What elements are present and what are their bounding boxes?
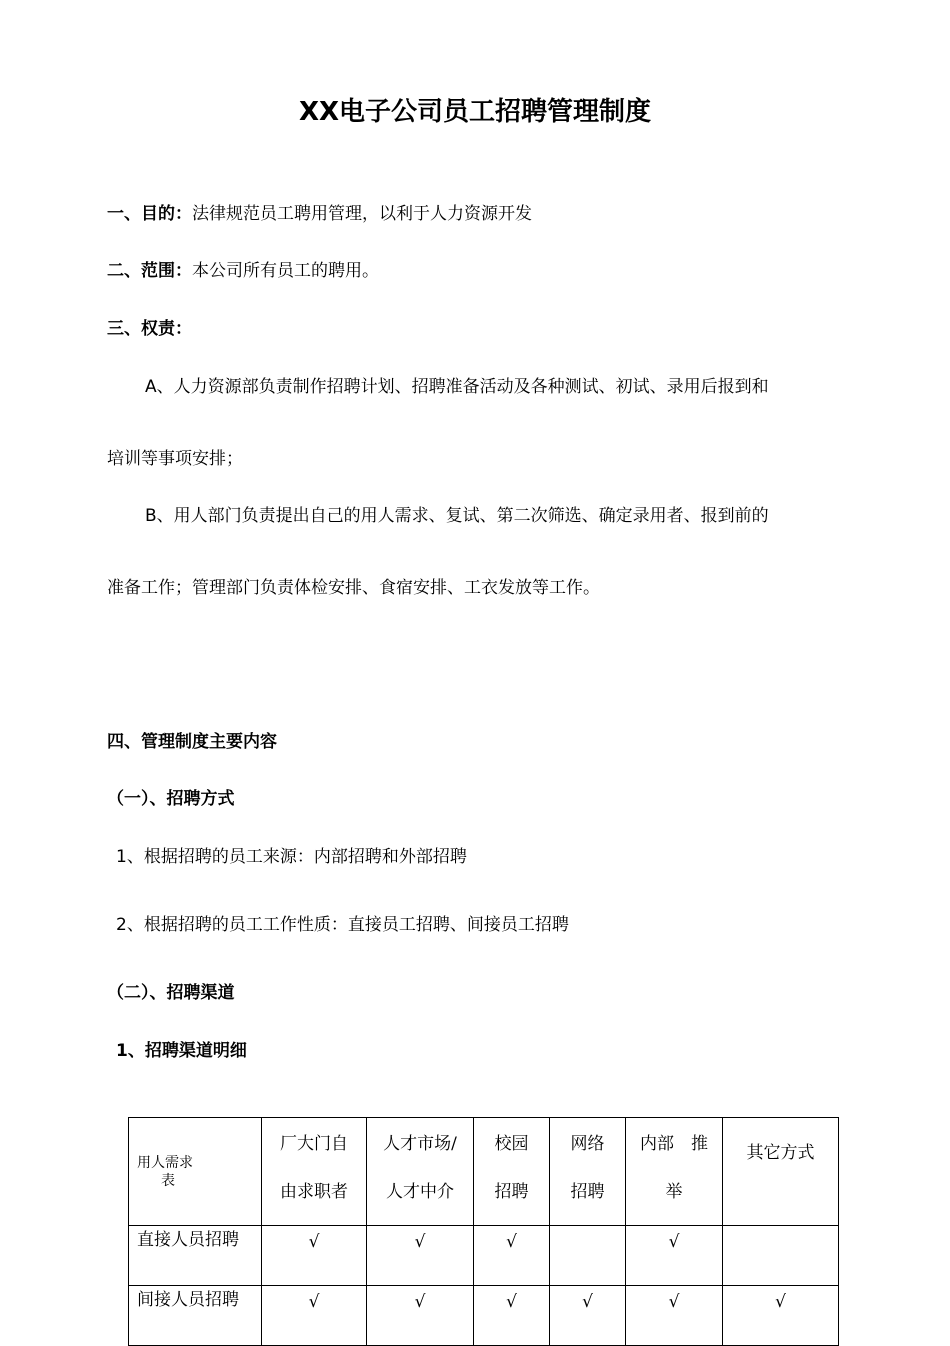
- recruitment-channel-table: [128, 1117, 839, 1346]
- document-title: XX电子公司员工招聘管理制度: [298, 97, 652, 127]
- channel-detail-heading: 1、招聘渠道明细: [116, 1041, 247, 1061]
- table-row: [129, 1286, 839, 1346]
- corner-label-line1: 用人需求: [137, 1154, 193, 1171]
- channel-heading: （二）、招聘渠道: [107, 983, 235, 1003]
- method-item-1: 1、根据招聘的员工来源：内部招聘和外部招聘: [116, 847, 467, 867]
- header-line: 招聘: [494, 1182, 529, 1202]
- header-line: 厂大门自: [280, 1134, 348, 1154]
- header-line: 人才市场/: [383, 1134, 457, 1154]
- corner-label-line2: 表: [161, 1172, 175, 1189]
- header-line: 内部 推: [640, 1134, 708, 1154]
- table-cell: [723, 1226, 839, 1286]
- header-internal-referral: [626, 1118, 723, 1226]
- header-talent-market: [367, 1118, 474, 1226]
- header-other: [723, 1118, 839, 1226]
- header-line: 校园: [494, 1134, 529, 1154]
- table-cell: √: [262, 1226, 367, 1286]
- duty-a-line2: 培训等事项安排；: [107, 449, 243, 469]
- table-cell: √: [723, 1286, 839, 1346]
- table-cell: √: [367, 1226, 474, 1286]
- table-cell: √: [367, 1286, 474, 1346]
- table-cell: √: [474, 1226, 550, 1286]
- header-campus: [474, 1118, 550, 1226]
- header-line: 举: [665, 1182, 683, 1202]
- content-heading: 四、管理制度主要内容: [107, 732, 277, 752]
- table-cell: [550, 1226, 626, 1286]
- table-header-row: [129, 1118, 839, 1226]
- purpose-line: [107, 202, 532, 226]
- table-cell: √: [474, 1286, 550, 1346]
- table-corner-cell: [129, 1118, 262, 1226]
- table-cell: √: [262, 1286, 367, 1346]
- table-cell: √: [626, 1286, 723, 1346]
- method-heading: （一）、招聘方式: [107, 789, 235, 809]
- purpose-label: 一、目的：: [107, 204, 192, 224]
- duties-line: [107, 317, 192, 341]
- header-online: [550, 1118, 626, 1226]
- header-line: 网络: [570, 1134, 605, 1154]
- method-item-2: 2、根据招聘的员工工作性质：直接员工招聘、间接员工招聘: [116, 915, 569, 935]
- scope-line: [107, 259, 379, 283]
- table-cell: √: [550, 1286, 626, 1346]
- table-cell: √: [626, 1226, 723, 1286]
- scope-text: 本公司所有员工的聘用。: [192, 261, 379, 281]
- header-gate-applicants: [262, 1118, 367, 1226]
- duty-b-line1: B、用人部门负责提出自己的用人需求、复试、第二次筛选、确定录用者、报到前的: [145, 506, 769, 526]
- table-row: [129, 1226, 839, 1286]
- header-line: 其它方式: [746, 1143, 815, 1163]
- header-line: 招聘: [570, 1182, 605, 1202]
- row-label: 直接人员招聘: [129, 1226, 262, 1286]
- duty-b-line2: 准备工作；管理部门负责体检安排、食宿安排、工衣发放等工作。: [107, 578, 600, 598]
- duty-a-line1: A、人力资源部负责制作招聘计划、招聘准备活动及各种测试、初试、录用后报到和: [145, 377, 769, 397]
- row-label: 间接人员招聘: [129, 1286, 262, 1346]
- duties-label: 三、权责：: [107, 319, 192, 339]
- scope-label: 二、范围：: [107, 261, 192, 281]
- header-line: 由求职者: [280, 1182, 348, 1202]
- purpose-text: 法律规范员工聘用管理，以利于人力资源开发: [192, 204, 532, 224]
- header-line: 人才中介: [386, 1182, 454, 1202]
